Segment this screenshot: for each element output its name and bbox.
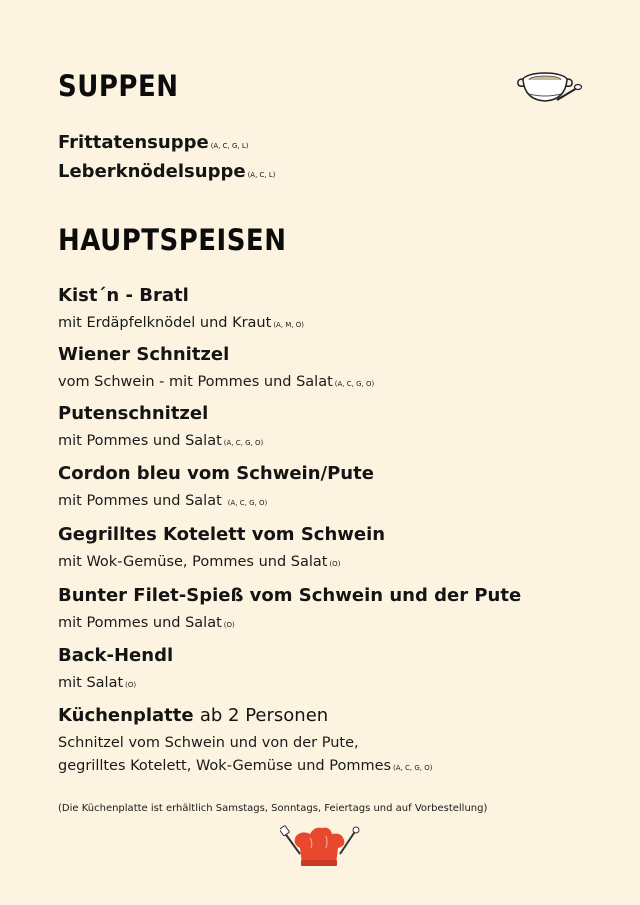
dish-desc-text: mit Pommes und Salat [58, 493, 222, 509]
platter-description-line2 [58, 758, 432, 774]
soup-pot-icon [515, 60, 583, 108]
platter-description-line1: Schnitzel vom Schwein und von der Pute, [58, 735, 359, 751]
dish-description [58, 615, 235, 631]
dish-description [58, 433, 263, 449]
platter-size: ab 2 Personen [199, 705, 329, 726]
dish-description [58, 315, 304, 331]
dish-name: Kist´n - Bratl [58, 285, 189, 306]
allergen-codes: (O) [329, 560, 341, 568]
allergen-codes: (A, C, G, O) [334, 380, 375, 388]
dish-desc-text: mit Salat [58, 675, 124, 691]
allergen-codes: (A, C, G, L) [210, 142, 249, 150]
dish-description [58, 374, 374, 390]
allergen-codes: (O) [223, 621, 235, 629]
allergen-codes: (O) [125, 681, 137, 689]
allergen-codes: (A, M, O) [273, 321, 305, 329]
allergen-codes: (A, C, G, O) [393, 764, 433, 772]
dish-desc-text: mit Erdäpfelknödel und Kraut [58, 315, 272, 331]
mains-heading: HAUPTSPEISEN [58, 224, 287, 258]
soups-heading: SUPPEN [58, 70, 179, 104]
soup-item [58, 132, 249, 153]
dish-name: Cordon bleu vom Schwein/Pute [58, 463, 374, 484]
dish-description [58, 675, 136, 691]
dish-desc-text: mit Pommes und Salat [58, 615, 222, 631]
soup-name: Frittatensuppe [58, 132, 209, 153]
allergen-codes: (A, C, L) [247, 171, 276, 179]
allergen-codes: (A, C, G, O) [227, 499, 268, 507]
allergen-codes: (A, C, G, O) [223, 439, 264, 447]
dish-name: Wiener Schnitzel [58, 344, 230, 365]
platter-name [58, 705, 328, 726]
availability-note: (Die Küchenplatte ist erhältlich Samstags, Sonntags, Feiertags und auf Vorbestellung) [58, 803, 488, 814]
chef-hat-icon [280, 824, 360, 870]
dish-name: Back-Hendl [58, 645, 174, 666]
soup-name: Leberknödelsuppe [58, 161, 246, 182]
dish-desc-text: mit Wok-Gemüse, Pommes und Salat [58, 554, 328, 570]
dish-description [58, 554, 340, 570]
soup-item [58, 161, 276, 182]
dish-name: Gegrilltes Kotelett vom Schwein [58, 524, 386, 545]
dish-desc-text: gegrilltes Kotelett, Wok-Gemüse und Pommes [58, 758, 392, 774]
dish-desc-text: vom Schwein - mit Pommes und Salat [58, 374, 333, 390]
dish-description [58, 493, 267, 509]
platter-title: Küchenplatte [58, 705, 194, 726]
dish-name: Bunter Filet-Spieß vom Schwein und der Pute [58, 585, 522, 606]
dish-name: Putenschnitzel [58, 403, 209, 424]
dish-desc-text: mit Pommes und Salat [58, 433, 222, 449]
